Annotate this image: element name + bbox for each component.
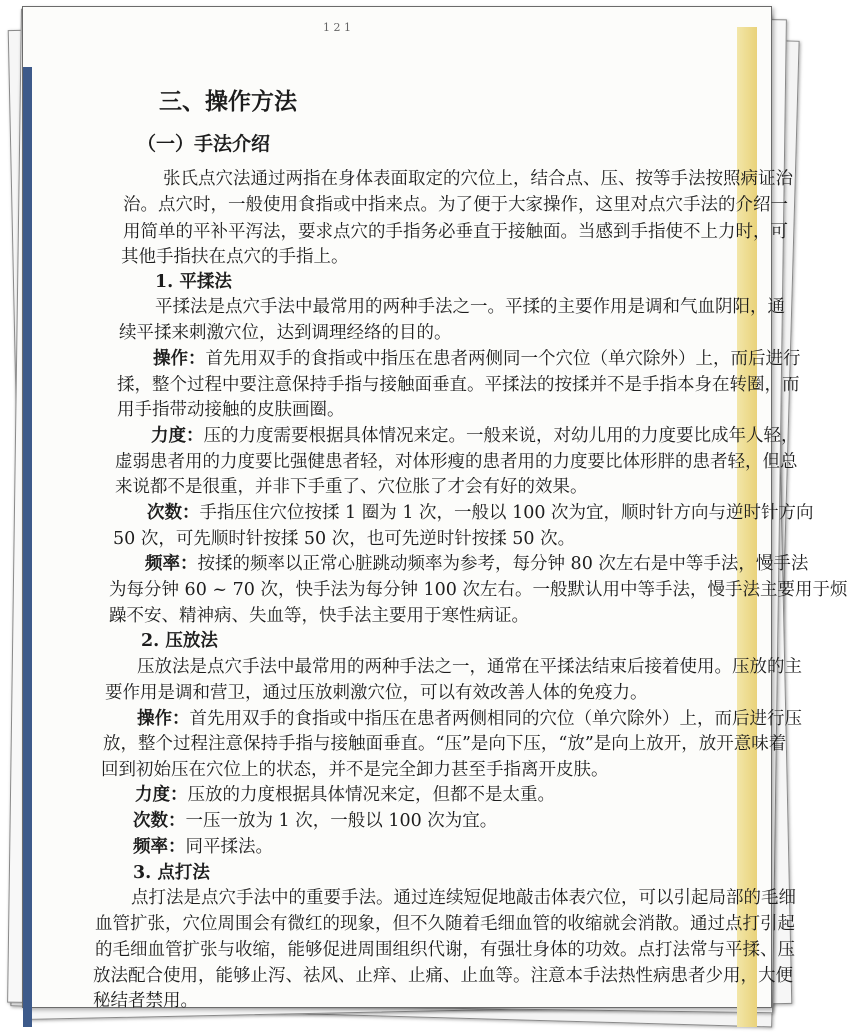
body-line: 用简单的平补平泻法，要求点穴的手指务必垂直于接触面。当感到手指使不上力时，可 xyxy=(123,222,788,242)
body-line: 放，整个过程注意保持手指与接触面垂直。“压”是向下压，“放”是向上放开，放开意味着 xyxy=(103,734,787,754)
body-line: 放法配合使用，能够止泻、祛风、止痒、止痛、止血等。注意本手法热性病患者少用，大便 xyxy=(93,966,793,986)
body-line: 用手指带动接触的皮肤画圈。 xyxy=(117,400,345,420)
section-title: 三、操作方法 xyxy=(159,89,297,115)
method-heading: 2. 压放法 xyxy=(141,631,218,651)
body-line: 秘结者禁用。 xyxy=(93,991,198,1011)
body-line: 为每分钟 60 ~ 70 次，快手法为每分钟 100 次左右。一般默认用中等手法，慢手法主要用于烦 xyxy=(109,580,847,600)
body-line: 频率：按揉的频率以正常心脏跳动频率为参考，每分钟 80 次左右是中等手法，慢手法 xyxy=(145,554,809,574)
body-line: 次数：手指压住穴位按揉 1 圈为 1 次，一般以 100 次为宜，顺时针方向与逆时针方向 xyxy=(147,503,814,523)
body-line: 续平揉来刺激穴位，达到调理经络的目的。 xyxy=(119,323,452,343)
body-line: 力度：压的力度需要根据具体情况来定。一般来说，对幼儿用的力度要比成年人轻， xyxy=(151,426,799,446)
method-heading: 1. 平揉法 xyxy=(155,272,232,292)
body-line: 力度：压放的力度根据具体情况来定，但都不是太重。 xyxy=(135,785,555,805)
body-line: 次数：一压一放为 1 次，一般以 100 次为宜。 xyxy=(133,811,498,831)
body-line: 操作：首先用双手的食指或中指压在患者两侧相同的穴位（单穴除外）上，而后进行压 xyxy=(137,709,802,729)
body-line: 来说都不是很重，并非下手重了、穴位胀了才会有好的效果。 xyxy=(115,477,588,497)
body-line: 点打法是点穴手法中的重要手法。通过连续短促地敲击体表穴位，可以引起局部的毛细 xyxy=(131,888,796,908)
body-line: 其他手指扶在点穴的手指上。 xyxy=(121,247,349,267)
body-line: 躁不安、精神病、失血等，快手法主要用于寒性病证。 xyxy=(109,606,529,626)
left-edge-strip xyxy=(23,67,32,1027)
body-line: 平揉法是点穴手法中最常用的两种手法之一。平揉的主要作用是调和气血阴阳，通 xyxy=(155,297,785,317)
method-heading: 3. 点打法 xyxy=(133,863,210,883)
body-line: 操作：首先用双手的食指或中指压在患者两侧同一个穴位（单穴除外）上，而后进行 xyxy=(153,349,801,369)
body-line: 50 次，可先顺时针按揉 50 次，也可先逆时针按揉 50 次。 xyxy=(113,529,576,549)
body-line: 揉，整个过程中要注意保持手指与接触面垂直。平揉法的按揉并不是手指本身在转圈，而 xyxy=(117,375,800,395)
body-line: 的毛细血管扩张与收缩，能够促进周围组织代谢，有强壮身体的功效。点打法常与平揉、压 xyxy=(95,940,795,960)
page-number: 1 2 1 xyxy=(323,21,351,34)
body-line: 虚弱患者用的力度要比强健患者轻，对体形瘦的患者用的力度要比体形胖的患者轻，但总 xyxy=(115,452,798,472)
book-page xyxy=(22,6,847,1011)
subsection-title: （一）手法介绍 xyxy=(137,133,271,155)
body-line: 血管扩张，穴位周围会有微红的现象，但不久随着毛细血管的收缩就会消散。通过点打引起 xyxy=(95,914,795,934)
body-line: 回到初始压在穴位上的状态，并不是完全卸力甚至手指离开皮肤。 xyxy=(101,760,609,780)
body-line: 张氏点穴法通过两指在身体表面取定的穴位上，结合点、压、按等手法按照病证治 xyxy=(163,169,793,189)
body-line: 压放法是点穴手法中最常用的两种手法之一，通常在平揉法结束后接着使用。压放的主 xyxy=(137,657,802,677)
body-line: 治。点穴时，一般使用食指或中指来点。为了便于大家操作，这里对点穴手法的介绍一 xyxy=(123,195,788,215)
body-line: 频率：同平揉法。 xyxy=(133,837,273,857)
body-line: 要作用是调和营卫，通过压放刺激穴位，可以有效改善人体的免疫力。 xyxy=(105,683,648,703)
